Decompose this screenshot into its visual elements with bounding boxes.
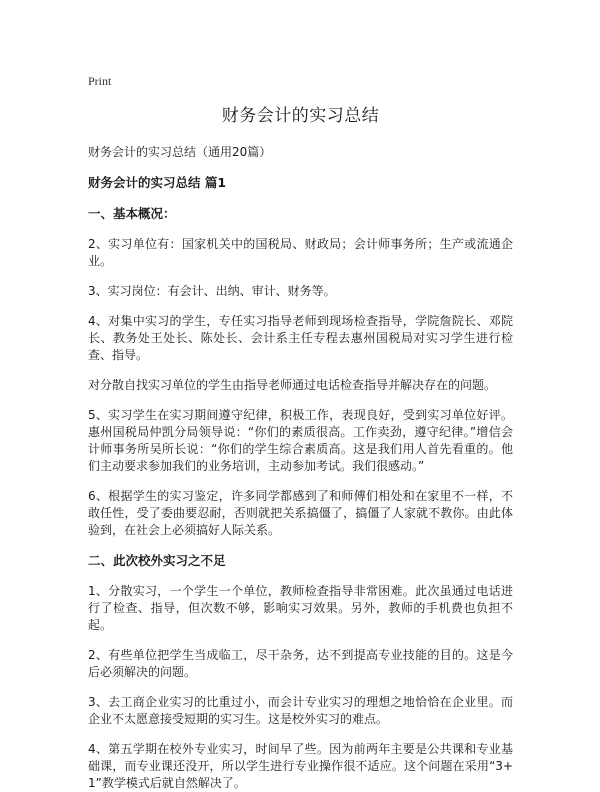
paragraph-enterprise-ratio: 3、去工商企业实习的比重过小，而会计专业实习的理想之地恰恰在企业里。而企业不太愿意接受短期的实习生。这是校外实习的难点。 [88, 695, 513, 726]
print-link[interactable]: Print [88, 74, 112, 88]
paragraph-dispersed-guidance: 对分散自找实习单位的学生由指导老师通过电话检查指导并解决存在的问题。 [88, 378, 497, 392]
paragraph-timing: 4、第五学期在校外专业实习，时间早了些。因为前两年主要是公共课和专业基础课，而专业课还没开，所以学生进行专业操作很不适应。这个问题在采用“3+1”教学模式后就自然解决了。 [88, 742, 513, 790]
paragraph-internship-positions: 3、实习岗位：有会计、出纳、审计、财务等。 [88, 284, 336, 298]
paragraph-centralized-guidance: 4、对集中实习的学生，专任实习指导老师到现场检查指导，学院詹院长、邓院长、教务处王处长、陈处长、会计系主任专程去惠州国税局对实习学生进行检查、指导。 [88, 314, 513, 362]
section-heading-shortcomings: 二、此次校外实习之不足 [88, 553, 226, 568]
paragraph-internship-units: 2、实习单位有：国家机关中的国税局、财政局；会计师事务所；生产或流通企业。 [88, 237, 513, 268]
paragraph-dispersed-difficulty: 1、分散实习，一个学生一个单位，教师检查指导非常困难。此次虽通过电话进行了检查、指导，但次数不够，影响实习效果。另外，教师的手机费也负担不起。 [88, 584, 513, 632]
paragraph-student-performance: 5、实习学生在实习期间遵守纪律，积极工作，表现良好，受到实习单位好评。惠州国税局仲凯分局领导说：“你们的素质很高。工作卖劲，遵守纪律。”增信会计师事务所吴所长说：“你们的学生综合素质高。这是我们用人首先看重的。他们主动要求参加我们的业务培训，主动参加考试。我们很感动。” [88, 408, 513, 473]
article-heading: 财务会计的实习总结 篇1 [88, 175, 227, 190]
paragraph-interpersonal-experience: 6、根据学生的实习鉴定，许多同学都感到了和师傅们相处和在家里不一样，不敢任性，受了委曲要忍耐，否则就把关系搞僵了，搞僵了人家就不教你。由此体验到，在社会上必须搞好人际关系。 [88, 489, 513, 537]
paragraph-temp-workers: 2、有些单位把学生当成临工，尽干杂务，达不到提高专业技能的目的。这是今后必须解决的问题。 [88, 648, 513, 679]
section-heading-basic-overview: 一、基本概况： [88, 206, 176, 221]
page-title: 财务会计的实习总结 [221, 106, 380, 126]
document-subtitle: 财务会计的实习总结（通用20篇） [88, 145, 272, 159]
